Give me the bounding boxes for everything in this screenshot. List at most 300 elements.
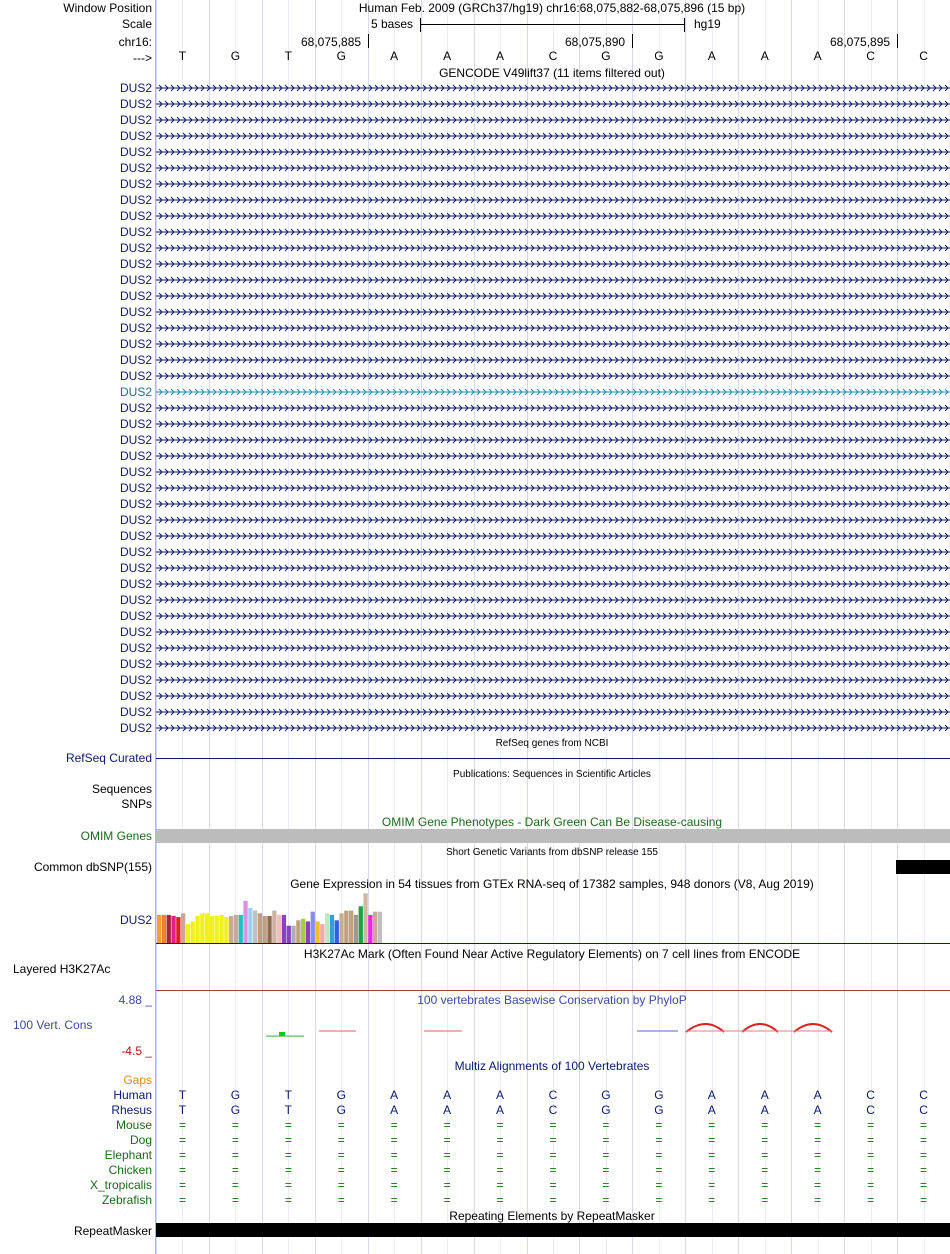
aligned-match: = [390,1133,398,1147]
aligned-match: = [337,1163,345,1177]
gencode-gene-line[interactable] [156,130,950,142]
gtex-tissue-bar[interactable] [291,926,295,943]
aligned-match: = [178,1148,186,1162]
gencode-gene-line[interactable] [156,610,950,622]
h3k27ac-title[interactable]: H3K27Ac Mark (Often Found Near Active Regulatory Elements) on 7 cell lines from ENCODE [303,947,801,961]
aligned-match: = [814,1133,822,1147]
aligned-base: A [496,1088,505,1102]
gencode-gene-line[interactable] [156,258,950,270]
gencode-gene-label[interactable]: DUS2 [119,289,152,303]
gencode-gene-line[interactable] [156,642,950,654]
gtex-tissue-bar[interactable] [215,916,219,943]
aligned-base: T [284,1103,292,1117]
track-labels [0,0,155,1254]
gencode-gene-label[interactable]: DUS2 [119,641,152,655]
gencode-gene-line[interactable] [156,322,950,334]
aligned-match: = [337,1148,345,1162]
gencode-gene-line[interactable] [156,674,950,686]
aligned-match: = [920,1148,928,1162]
gtex-tissue-bar[interactable] [330,915,334,943]
gtex-tissue-bar[interactable] [210,916,214,943]
gtex-tissue-bar[interactable] [200,913,204,943]
aligned-match: = [920,1178,928,1192]
aligned-match: = [231,1163,239,1177]
aligned-match: = [496,1163,504,1177]
aligned-base: C [919,1088,928,1102]
species-label[interactable]: Human [113,1088,152,1102]
gtex-tissue-bar[interactable] [363,893,367,943]
gencode-gene-label[interactable]: DUS2 [119,257,152,271]
publications-title[interactable]: Publications: Sequences in Scientific Articles [453,769,651,780]
gencode-gene-label[interactable]: DUS2 [119,177,152,191]
gtex-tissue-bar[interactable] [320,924,324,943]
gencode-gene-label[interactable]: DUS2 [119,353,152,367]
gencode-gene-label[interactable]: DUS2 [119,721,152,735]
gaps-label[interactable]: Gaps [123,1073,152,1087]
dbsnp-title[interactable]: Short Genetic Variants from dbSNP release 155 [446,847,658,858]
aligned-base: A [813,1103,822,1117]
gtex-tissue-bar[interactable] [277,915,281,943]
aligned-match: = [231,1178,239,1192]
aligned-base: A [760,1088,769,1102]
chrom-label: chr16: [118,35,152,49]
gencode-gene-label[interactable]: DUS2 [119,321,152,335]
dbsnp-label[interactable]: Common dbSNP(155) [33,860,152,874]
aligned-base: G [230,1103,241,1117]
gtex-tissue-bar[interactable] [306,921,310,943]
aligned-base: A [813,1088,822,1102]
phylop-green-signal [266,1032,304,1037]
h3k27ac-label[interactable]: Layered H3K27Ac [13,962,111,976]
reference-base: A [813,49,822,63]
gencode-gene-label[interactable]: DUS2 [119,513,152,527]
gencode-gene-label[interactable]: DUS2 [119,561,152,575]
gencode-gene-line[interactable] [156,386,950,398]
scale-bar [420,24,685,25]
gtex-tissue-bar[interactable] [287,926,291,943]
reference-base: C [919,49,928,63]
aligned-match: = [602,1163,610,1177]
aligned-base: A [496,1103,505,1117]
aligned-base: A [390,1103,399,1117]
aligned-match: = [549,1148,557,1162]
species-label[interactable]: Rhesus [111,1103,152,1117]
aligned-match: = [549,1133,557,1147]
gencode-gene-label[interactable]: DUS2 [119,689,152,703]
gencode-gene-label[interactable]: DUS2 [119,577,152,591]
aligned-match: = [549,1193,557,1207]
aligned-match: = [231,1118,239,1132]
repeatmasker-label[interactable]: RepeatMasker [73,1224,152,1238]
gencode-gene-line[interactable] [156,226,950,238]
gencode-gene-line[interactable] [156,370,950,382]
reference-base: A [707,49,716,63]
aligned-match: = [284,1163,292,1177]
gencode-gene-label[interactable]: DUS2 [119,401,152,415]
gtex-tissue-bar[interactable] [378,912,382,943]
gtex-tissue-bar[interactable] [296,920,300,943]
gencode-gene-label[interactable]: DUS2 [119,545,152,559]
aligned-match: = [708,1148,716,1162]
aligned-base: G [601,1103,611,1117]
gtex-tissue-bar[interactable] [219,915,223,943]
gtex-tissue-bar[interactable] [243,901,247,943]
aligned-match: = [814,1193,822,1207]
aligned-match: = [867,1178,875,1192]
gtex-bar-chart[interactable] [156,890,950,944]
aligned-match: = [814,1148,822,1162]
gtex-tissue-bar[interactable] [315,921,319,943]
aligned-base: G [654,1103,664,1117]
coord-tick-3 [897,34,898,48]
aligned-match: = [708,1118,716,1132]
aligned-match: = [867,1118,875,1132]
gencode-gene-label[interactable]: DUS2 [119,241,152,255]
gencode-gene-line[interactable] [156,466,950,478]
aligned-match: = [602,1118,610,1132]
gtex-tissue-bar[interactable] [176,917,180,943]
aligned-base: A [443,1088,452,1102]
coord-label-2: 68,075,890 [565,35,626,49]
gtex-tissue-bar[interactable] [267,916,271,943]
gencode-gene-line[interactable] [156,706,950,718]
reference-base: T [284,49,292,63]
aligned-base: G [336,1103,346,1117]
repeatmasker-title[interactable]: Repeating Elements by RepeatMasker [449,1209,655,1223]
gencode-gene-line[interactable] [156,594,950,606]
gtex-tissue-bar[interactable] [162,915,166,943]
gtex-tissue-bar[interactable] [354,915,358,943]
aligned-match: = [655,1148,663,1162]
scale-text: 5 bases [371,17,414,31]
gencode-gene-label[interactable]: DUS2 [119,113,152,127]
gtex-tissue-bar[interactable] [272,911,276,943]
refseq-gene-line[interactable] [156,758,950,759]
gtex-tissue-bar[interactable] [239,915,243,943]
gtex-tissue-bar[interactable] [229,916,233,943]
gtex-tissue-bar[interactable] [205,913,209,943]
omim-label[interactable]: OMIM Genes [80,829,152,843]
aligned-base: G [336,1088,346,1102]
refseq-label[interactable]: RefSeq Curated [65,751,152,765]
species-label[interactable]: X_tropicalis [89,1178,152,1192]
gencode-title[interactable]: GENCODE V49lift37 (11 items filtered out) [439,66,665,80]
aligned-match: = [231,1148,239,1162]
track-panel[interactable] [156,0,950,1254]
gencode-gene-line[interactable] [156,722,950,734]
aligned-base: A [390,1088,399,1102]
gtex-tissue-bar[interactable] [344,911,348,943]
gencode-gene-label[interactable]: DUS2 [119,657,152,671]
aligned-match: = [814,1178,822,1192]
species-label[interactable]: Zebrafish [101,1193,152,1207]
gtex-tissue-bar[interactable] [253,911,257,943]
gtex-tissue-bar[interactable] [224,917,228,943]
gencode-gene-line[interactable] [156,546,950,558]
gtex-tissue-bar[interactable] [311,912,315,943]
gencode-gene-line[interactable] [156,354,950,366]
gtex-tissue-bar[interactable] [181,913,185,943]
aligned-match: = [496,1118,504,1132]
aligned-match: = [920,1193,928,1207]
aligned-match: = [496,1178,504,1192]
aligned-match: = [655,1178,663,1192]
h3k27ac-baseline [156,990,950,991]
gencode-gene-label[interactable]: DUS2 [119,97,152,111]
aligned-match: = [655,1118,663,1132]
gtex-title[interactable]: Gene Expression in 54 tissues from GTEx RNA-seq of 17382 samples, 948 donors (V8, Aug 2019) [290,877,814,891]
phylop-title[interactable]: 100 vertebrates Basewise Conservation by PhyloP [417,993,687,1007]
gtex-tissue-bar[interactable] [368,915,372,943]
gtex-gene-label[interactable]: DUS2 [119,913,152,927]
gtex-tissue-bar[interactable] [234,915,238,943]
gencode-gene-label[interactable]: DUS2 [119,81,152,95]
reference-base: A [390,49,399,63]
coord-label-3: 68,075,895 [830,35,891,49]
aligned-match: = [602,1148,610,1162]
gencode-gene-line[interactable] [156,306,950,318]
gencode-gene-label[interactable]: DUS2 [119,673,152,687]
gtex-tissue-bar[interactable] [195,916,199,943]
species-label[interactable]: Mouse [115,1118,152,1132]
scale-label: Scale [121,17,152,31]
coord-tick-2 [632,34,633,48]
gtex-tissue-bar[interactable] [171,916,175,943]
strand-label: ---> [133,51,152,65]
aligned-match: = [496,1148,504,1162]
gencode-gene-line[interactable] [156,514,950,526]
gencode-gene-label[interactable]: DUS2 [119,609,152,623]
aligned-match: = [920,1163,928,1177]
gtex-tissue-bar[interactable] [339,913,343,943]
reference-base: C [548,49,558,63]
gencode-gene-line[interactable] [156,418,950,430]
aligned-match: = [761,1193,769,1207]
species-label[interactable]: Dog [129,1133,152,1147]
gencode-gene-label[interactable]: DUS2 [119,593,152,607]
window-position-label: Window Position [63,1,152,15]
gencode-gene-line[interactable] [156,562,950,574]
gencode-gene-line[interactable] [156,626,950,638]
reference-base: C [866,49,875,63]
aligned-match: = [284,1118,292,1132]
gencode-gene-line[interactable] [156,498,950,510]
gencode-gene-line[interactable] [156,658,950,670]
gtex-tissue-bar[interactable] [157,915,161,943]
aligned-match: = [496,1133,504,1147]
aligned-base: A [760,1103,769,1117]
aligned-match: = [761,1163,769,1177]
multiz-title[interactable]: Multiz Alignments of 100 Vertebrates [454,1059,650,1073]
reference-base: T [178,49,187,63]
aligned-match: = [390,1118,398,1132]
coord-tick-1 [368,34,369,48]
reference-base: A [496,49,505,63]
aligned-base: A [707,1088,716,1102]
gencode-gene-line[interactable] [156,290,950,302]
gtex-tissue-bar[interactable] [186,924,190,943]
reference-base: G [230,49,241,63]
gencode-gene-label[interactable]: DUS2 [119,129,152,143]
gencode-gene-label[interactable]: DUS2 [119,273,152,287]
gencode-gene-line[interactable] [156,690,950,702]
gencode-gene-label[interactable]: DUS2 [119,369,152,383]
reference-base: G [601,49,611,63]
aligned-match: = [655,1193,663,1207]
aligned-match: = [284,1178,292,1192]
aligned-base: T [284,1088,292,1102]
aligned-match: = [231,1193,239,1207]
reference-base: A [760,49,769,63]
aligned-base: G [230,1088,241,1102]
gencode-gene-label[interactable]: DUS2 [119,225,152,239]
aligned-match: = [761,1118,769,1132]
aligned-match: = [867,1163,875,1177]
aligned-match: = [708,1193,716,1207]
gencode-gene-line[interactable] [156,162,950,174]
repeatmasker-block[interactable] [156,1223,950,1237]
phylop-plot[interactable] [156,1008,950,1058]
aligned-match: = [443,1133,451,1147]
gtex-tissue-bar[interactable] [335,920,339,943]
gencode-gene-label[interactable]: DUS2 [119,433,152,447]
gencode-gene-label[interactable]: DUS2 [119,305,152,319]
gencode-gene-label[interactable]: DUS2 [119,449,152,463]
aligned-match: = [549,1163,557,1177]
gencode-gene-line[interactable] [156,98,950,110]
aligned-match: = [708,1163,716,1177]
aligned-match: = [549,1118,557,1132]
aligned-match: = [337,1118,345,1132]
aligned-match: = [761,1133,769,1147]
gencode-gene-label[interactable]: DUS2 [119,417,152,431]
scale-db: hg19 [694,17,721,31]
aligned-match: = [920,1133,928,1147]
gencode-gene-label[interactable]: DUS2 [119,209,152,223]
aligned-base: C [548,1088,558,1102]
aligned-match: = [761,1178,769,1192]
phylop-min-label: -4.5 _ [121,1044,152,1058]
gencode-gene-line[interactable] [156,194,950,206]
gencode-gene-label[interactable]: DUS2 [119,145,152,159]
gencode-gene-line[interactable] [156,146,950,158]
gencode-gene-label[interactable]: DUS2 [119,481,152,495]
gencode-gene-line[interactable] [156,482,950,494]
phylop-label[interactable]: 100 Vert. Cons [13,1018,93,1032]
aligned-match: = [337,1178,345,1192]
gencode-gene-label[interactable]: DUS2 [119,465,152,479]
aligned-match: = [337,1133,345,1147]
gtex-tissue-bar[interactable] [373,912,377,943]
aligned-match: = [602,1178,610,1192]
gtex-tissue-bar[interactable] [191,921,195,943]
aligned-match: = [867,1193,875,1207]
gtex-tissue-bar[interactable] [325,913,329,943]
gencode-gene-line[interactable] [156,402,950,414]
aligned-base: G [601,1088,611,1102]
aligned-match: = [178,1193,186,1207]
aligned-base: T [178,1103,187,1117]
aligned-match: = [178,1133,186,1147]
aligned-match: = [549,1178,557,1192]
sequences-label[interactable]: Sequences [91,782,152,796]
gencode-gene-line[interactable] [156,450,950,462]
aligned-base: A [443,1103,452,1117]
aligned-match: = [231,1133,239,1147]
aligned-match: = [443,1148,451,1162]
gencode-gene-label[interactable]: DUS2 [119,337,152,351]
gencode-gene-label[interactable]: DUS2 [119,705,152,719]
gtex-tissue-bar[interactable] [359,906,363,943]
species-label[interactable]: Chicken [108,1163,152,1177]
gencode-gene-label[interactable]: DUS2 [119,497,152,511]
reference-base: A [443,49,452,63]
omim-phenotype-bar[interactable] [156,829,950,843]
aligned-match: = [814,1118,822,1132]
gencode-gene-line[interactable] [156,210,950,222]
aligned-match: = [284,1133,292,1147]
gencode-gene-line[interactable] [156,82,950,94]
gencode-gene-line[interactable] [156,242,950,254]
aligned-base: C [919,1103,928,1117]
aligned-match: = [655,1163,663,1177]
omim-title[interactable]: OMIM Gene Phenotypes - Dark Green Can Be Disease-causing [381,815,723,829]
gtex-tissue-bar[interactable] [349,911,353,943]
gencode-gene-label[interactable]: DUS2 [119,529,152,543]
aligned-match: = [443,1118,451,1132]
dbsnp-variant-block[interactable] [896,860,950,874]
gencode-gene-line[interactable] [156,578,950,590]
gencode-gene-label[interactable]: DUS2 [119,193,152,207]
gtex-tissue-bar[interactable] [258,913,262,943]
phylop-max-label: 4.88 _ [118,993,152,1007]
snps-label[interactable]: SNPs [121,797,152,811]
reference-base: G [336,49,346,63]
gtex-tissue-bar[interactable] [282,915,286,943]
gencode-gene-label[interactable]: DUS2 [119,625,152,639]
aligned-match: = [867,1133,875,1147]
gencode-gene-line[interactable] [156,114,950,126]
gtex-tissue-bar[interactable] [301,919,305,943]
gencode-gene-line[interactable] [156,178,950,190]
gtex-tissue-bar[interactable] [263,916,267,943]
aligned-match: = [496,1193,504,1207]
gencode-gene-label[interactable]: DUS2 [119,385,152,399]
aligned-match: = [443,1163,451,1177]
aligned-match: = [337,1193,345,1207]
gencode-gene-line[interactable] [156,274,950,286]
gencode-gene-label[interactable]: DUS2 [119,161,152,175]
aligned-match: = [920,1118,928,1132]
gencode-gene-line[interactable] [156,530,950,542]
refseq-title[interactable]: RefSeq genes from NCBI [495,738,609,749]
aligned-match: = [814,1163,822,1177]
gtex-tissue-bar[interactable] [248,908,252,943]
aligned-match: = [761,1148,769,1162]
aligned-match: = [443,1178,451,1192]
gencode-gene-line[interactable] [156,434,950,446]
gencode-gene-line[interactable] [156,338,950,350]
aligned-base: A [707,1103,716,1117]
species-label[interactable]: Elephant [104,1148,152,1162]
aligned-match: = [178,1163,186,1177]
aligned-match: = [284,1193,292,1207]
gtex-tissue-bar[interactable] [167,915,171,943]
aligned-match: = [602,1193,610,1207]
aligned-match: = [178,1178,186,1192]
aligned-match: = [390,1163,398,1177]
aligned-match: = [443,1193,451,1207]
